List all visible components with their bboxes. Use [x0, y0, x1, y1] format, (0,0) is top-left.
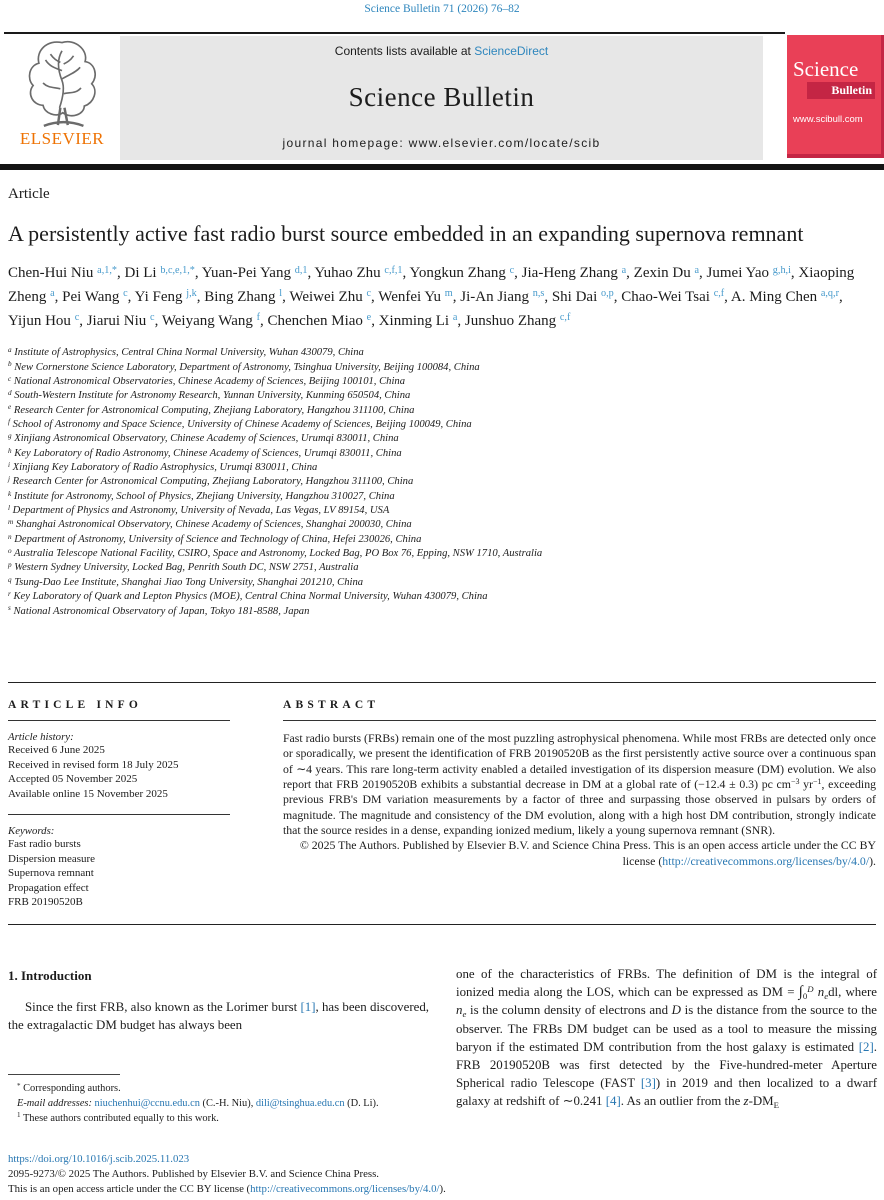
affiliation-sup: e: [8, 403, 12, 412]
author-affiliation-sup: c: [74, 312, 80, 324]
inline-link[interactable]: http://creativecommons.org/licenses/by/4.0/: [250, 1182, 440, 1195]
journal-citation: Science Bulletin 71 (2026) 76–82: [364, 3, 520, 15]
author-name: Chenchen Miao: [267, 312, 363, 329]
affiliation-list: [8, 346, 876, 619]
affiliation-line: $^g$ Xinjiang Astronomical Observatory, Chinese Academy of Sciences, Urumqi 830011, China: [8, 432, 399, 445]
author-affiliation-sup: j,k: [186, 288, 197, 300]
abstract-column: [283, 699, 876, 910]
author-affiliation-sup: f: [256, 312, 261, 324]
abstract-rule: [283, 720, 876, 721]
corresponding-authors-note: * Corresponding authors.: [17, 1082, 121, 1095]
affiliation-line: $^l$ Department of Physics and Astronomy, University of Nevada, Las Vegas, LV 89154, USA: [8, 503, 390, 517]
abstract-copyright: © 2025 The Authors. Published by Elsevier B.V. and Science China Press. This is an open access article under the CC BY license (http://creativecommons.org/licenses/by/4.0/).: [299, 838, 876, 868]
affiliation-sup: i: [8, 460, 10, 469]
affiliation-line: $^m$ Shanghai Astronomical Observatory, Chinese Academy of Sciences, Shanghai 200030, China: [8, 518, 412, 531]
author-affiliation-sup: m: [444, 288, 453, 300]
elsevier-wordmark: ELSEVIER: [19, 129, 105, 148]
author-affiliation-sup: c: [150, 312, 155, 324]
author-name: Zexin Du: [633, 265, 691, 282]
author-affiliation-sup: a: [50, 288, 55, 300]
article-history-lines: [8, 743, 230, 801]
affiliation-line: $^a$ Institute of Astrophysics, Central China Normal University, Wuhan 430079, China: [8, 346, 364, 359]
inline-link[interactable]: [4]: [605, 1094, 621, 1109]
affiliation-sup: s: [8, 604, 11, 613]
article-info-heading: ARTICLE INFO: [8, 699, 143, 711]
history-line: Accepted 05 November 2025: [8, 773, 138, 785]
cover-url: www.scibull.com: [793, 114, 863, 125]
keyword-line: Dispersion measure: [8, 852, 96, 865]
open-access-line: This is an open access article under the CC BY license (http://creativecommons.org/licenses/by/4.0/).: [8, 1182, 446, 1195]
inline-link[interactable]: [2]: [858, 1039, 874, 1054]
article-type-label: Article: [8, 186, 50, 202]
header-bottom-bar: [0, 164, 884, 170]
affiliation-sup: r: [8, 589, 11, 598]
affiliation-sup: j: [8, 475, 10, 484]
author-name: Ji-An Jiang: [460, 288, 529, 305]
body-right-column: [456, 965, 877, 1111]
affiliation-sup: a: [8, 346, 12, 355]
affiliation-line: $^k$ Institute for Astronomy, School of Physics, Zhejiang University, Hangzhou 310027, China: [8, 489, 395, 502]
affiliation-line: $^h$ Key Laboratory of Radio Astronomy, Chinese Academy of Sciences, Urumqi 830011, China: [8, 446, 402, 459]
affiliation-sup: c: [8, 374, 12, 383]
inline-link[interactable]: dili@tsinghua.edu.cn: [255, 1098, 345, 1109]
affiliation-line: $^o$ Australia Telescope National Facility, CSIRO, Space and Astronomy, Locked Bag, PO Box 76, Epping, NSW 1710, Australia: [8, 546, 543, 560]
affiliation-line: $^d$ South-Western Institute for Astronomy Research, Yunnan University, Kunming 650504, China: [8, 389, 411, 402]
journal-homepage-link[interactable]: journal homepage: www.elsevier.com/locate/scib: [282, 136, 601, 150]
keyword-line: FRB 20190520B: [8, 896, 83, 908]
affiliation-line: $^b$ New Cornerstone Science Laboratory, Department of Astronomy, Tsinghua University, Beijing 100084, China: [8, 360, 480, 373]
author-affiliation-sup: c,f,1: [384, 264, 403, 276]
page-footer: [8, 1152, 876, 1196]
affiliation-line: $^f$ School of Astronomy and Space Science, University of Chinese Academy of Sciences, Beijing 100049, China: [8, 417, 472, 431]
author-affiliation-sup: a,1,*: [97, 264, 117, 276]
author-name: Chao-Wei Tsai: [621, 288, 710, 305]
author-affiliation-sup: a: [452, 312, 458, 324]
author-name: Xinming Li: [378, 312, 450, 329]
introduction-paragraph: Since the first FRB, also known as the Lorimer burst [1], has been discovered, the extragalactic DM budget has always been: [8, 1000, 430, 1032]
inline-link[interactable]: niuchenhui@ccnu.edu.cn: [94, 1098, 200, 1109]
abstract-heading: ABSTRACT: [283, 699, 380, 711]
elsevier-logo: [6, 36, 118, 160]
article-info-column: [8, 699, 230, 910]
doi-link[interactable]: https://doi.org/10.1016/j.scib.2025.11.023: [8, 1153, 190, 1165]
author-affiliation-sup: a: [694, 264, 700, 276]
author-list: Chen-Hui Niu $^{a,1,*}$, Di Li $^{b,c,e,1,*}$, Yuan-Pei Yang $^{d,1}$, Yuhao Zhu $^{c,f,1}$, Yongkun Zhang $^c$, Jia-Heng Zhang $^a$, Zexin Du $^a$, Jumei Yao $^{g,h,i}$, Xiaoping Zheng $^a$, Pei Wang $^c$, Yi Feng $^{j,k}$, Bing Zhang $^l$, Weiwei Zhu $^c$, Wenfei Yu $^m$, Ji-An Jiang $^{n,s}$, Shi Dai $^{o,p}$, Chao-Wei Tsai $^{c,f}$, A. Ming Chen $^{a,q,r}$, Yijun Hou $^c$, Jiarui Niu $^c$, Weiyang Wang $^f$, Chenchen Miao $^e$, Xinming Li $^a$, Junshuo Zhang $^{c,f}$: [8, 264, 855, 329]
introduction-paragraph-continued: one of the characteristics of FRBs. The definition of DM is the integral of ionized media along the LOS, which can be expressed as DM = $\int 0^D$ nedl, where ne is the column density of electrons and D is the distance from the source to the observer. The FRBs DM budget can be used as a tool to measure the missing baryon if the estimated DM contribution from the host galaxy is estimated [2]. FRB 20190520B was first detected by the Five-hundred-meter Aperture Spherical radio Telescope (FAST [3]) in 2019 and then localized to a dwarf galaxy at redshift of ∼0.241 [4]. As an outlier from the z-DME: [456, 967, 877, 1110]
affiliation-sup: b: [8, 360, 12, 369]
author-affiliation-sup: o,p: [601, 288, 614, 300]
affiliation-line: $^p$ Western Sydney University, Locked Bag, Penrith South DC, NSW 2751, Australia: [8, 561, 359, 574]
inline-link[interactable]: [3]: [640, 1076, 656, 1091]
equal-contribution-note: $^1$ These authors contributed equally to this work.: [17, 1111, 219, 1124]
affiliation-sup: m: [8, 518, 14, 527]
cover-title-science: Science: [793, 57, 859, 81]
affiliation-line: $^q$ Tsung-Dao Lee Institute, Shanghai Jiao Tong University, Shanghai 201210, China: [8, 575, 364, 588]
author-affiliation-sup: c,f: [559, 312, 571, 324]
issn-copyright-line: 2095-9273/© 2025 The Authors. Published by Elsevier B.V. and Science China Press.: [8, 1167, 379, 1180]
article-title: A persistently active fast radio burst source embedded in an expanding supernova remnant: [8, 221, 804, 246]
abstract-paragraph: Fast radio bursts (FRBs) remain one of the most puzzling astrophysical phenomena. While most FRBs are detected only once or sporadically, we present the identification of FRB 20190520B as the first persistently active source over a continuous span of ∼4 years. This rare long-term activity enabled a detailed investigation of its dispersion measure (DM) evolution. We also report that FRB 20190520B exhibits a substantial decrease in DM at a global rate of (−12.4 ± 0.3) pc $cm^{-3}$ $yr^{-1}$, exceeding previous FRB's DM variation measurements by a factor of three and surpassing those observed in pulsars by orders of magnitude. The magnitude and consistency of the DM evolution, along with a high host DM contribution, strongly indicate that the source resides in a dense, expanding ionized medium, likely a young supernova remnant (SNR).: [283, 731, 876, 838]
keywords-label: Keywords:: [8, 825, 55, 837]
author-affiliation-sup: c,f: [713, 288, 725, 300]
author-affiliation-sup: c: [123, 288, 128, 300]
author-name: Yuan-Pei Yang: [201, 265, 291, 282]
author-affiliation-sup: g,h,i: [772, 264, 791, 276]
affiliation-sup: k: [8, 489, 12, 498]
history-line: Received 6 June 2025: [8, 744, 105, 756]
sciencedirect-link[interactable]: ScienceDirect: [474, 44, 549, 58]
author-affiliation-sup: d,1: [294, 264, 308, 276]
author-name: Jia-Heng Zhang: [521, 265, 618, 282]
introduction-heading: 1. Introduction: [8, 968, 92, 983]
affiliation-sup: l: [8, 503, 10, 512]
affiliation-line: $^i$ Xinjiang Key Laboratory of Radio Astrophysics, Urumqi 830011, China: [8, 460, 318, 474]
author-affiliation-sup: c: [509, 264, 515, 276]
affiliation-line: $^e$ Research Center for Astronomical Computing, Zhejiang Laboratory, Hangzhou 311100, China: [8, 403, 415, 416]
email-addresses-note: E-mail addresses: niuchenhui@ccnu.edu.cn (C.-H. Niu), dili@tsinghua.edu.cn (D. Li).: [17, 1098, 379, 1109]
author-name: Shi Dai: [551, 288, 598, 305]
author-affiliation-sup: a,q,r: [820, 288, 839, 300]
author-affiliation-sup: e: [366, 312, 372, 324]
keyword-line: Supernova remnant: [8, 867, 94, 879]
author-affiliation-sup: c: [366, 288, 371, 300]
author-affiliation-sup: n,s: [532, 288, 545, 300]
author-name: Chen-Hui Niu: [8, 265, 94, 282]
author-name: Di Li: [124, 265, 157, 282]
author-name: Yijun Hou: [8, 312, 71, 329]
affiliation-sup: n: [8, 532, 12, 541]
affiliation-line: $^s$ National Astronomical Observatory of Japan, Tokyo 181-8588, Japan: [8, 604, 310, 617]
footnote-rule: [8, 1074, 120, 1075]
author-name: Yi Feng: [134, 288, 183, 305]
affiliation-sup: o: [8, 546, 12, 555]
affiliation-sup: f: [8, 417, 10, 426]
contents-prefix: Contents lists available at: [334, 44, 475, 58]
author-name: Xiaoping Zheng: [8, 265, 855, 305]
history-line: Available online 15 November 2025: [8, 787, 168, 800]
author-name: Jumei Yao: [706, 265, 770, 282]
affiliation-sup: p: [8, 561, 12, 570]
affiliation-sup: q: [8, 575, 12, 584]
article-front-matter: [8, 186, 876, 619]
body-left-column: [8, 968, 429, 1126]
author-name: Weiwei Zhu: [289, 288, 363, 305]
affiliation-line: $^n$ Department of Astronomy, University of Science and Technology of China, Hefei 230026, China: [8, 532, 422, 545]
elsevier-tree-icon: [20, 36, 104, 130]
author-name: Pei Wang: [62, 288, 120, 305]
cover-title-bulletin: Bulletin: [807, 82, 875, 99]
keyword-lines: [8, 837, 230, 910]
journal-title: Science Bulletin: [348, 81, 535, 112]
affiliation-line: $^c$ National Astronomical Observatories, Chinese Academy of Sciences, Beijing 100101, China: [8, 374, 405, 388]
affiliation-line: $^j$ Research Center for Astronomical Computing, Zhejiang Laboratory, Hangzhou 311100, China: [8, 475, 414, 488]
author-name: Bing Zhang: [204, 288, 276, 305]
author-affiliation-sup: l: [279, 288, 283, 300]
affiliation-sup: h: [8, 446, 12, 455]
info-abstract-section: [8, 682, 876, 925]
author-name: Weiyang Wang: [161, 312, 253, 329]
journal-header-box: [120, 36, 763, 160]
footnotes-block: [8, 1074, 429, 1126]
contents-line: [335, 44, 548, 58]
author-name: Yuhao Zhu: [314, 265, 381, 282]
inline-link[interactable]: [1]: [300, 1000, 316, 1014]
author-name: Junshuo Zhang: [464, 312, 557, 329]
keyword-line: Fast radio bursts: [8, 838, 81, 850]
journal-cover-thumbnail: [787, 35, 884, 158]
affiliation-sup: d: [8, 389, 12, 398]
article-info-rule: [8, 720, 230, 721]
author-name: Yongkun Zhang: [409, 265, 506, 282]
keywords-divider-rule: [8, 814, 230, 815]
author-name: Jiarui Niu: [86, 312, 147, 329]
history-line: Received in revised form 18 July 2025: [8, 758, 179, 771]
header-top-rule: [4, 32, 785, 34]
author-name: Wenfei Yu: [378, 288, 442, 305]
affiliation-line: $^r$ Key Laboratory of Quark and Lepton Physics (MOE), Central China Normal University, Wuhan 430079, China: [8, 589, 488, 603]
article-history-label: Article history:: [8, 731, 74, 743]
author-affiliation-sup: b,c,e,1,*: [160, 264, 195, 276]
author-affiliation-sup: a: [621, 264, 627, 276]
affiliation-sup: g: [8, 432, 12, 441]
keyword-line: Propagation effect: [8, 881, 89, 894]
section-bottom-rule: [8, 924, 876, 925]
author-name: A. Ming Chen: [730, 288, 818, 305]
inline-link[interactable]: http://creativecommons.org/licenses/by/4.0/: [662, 853, 870, 868]
